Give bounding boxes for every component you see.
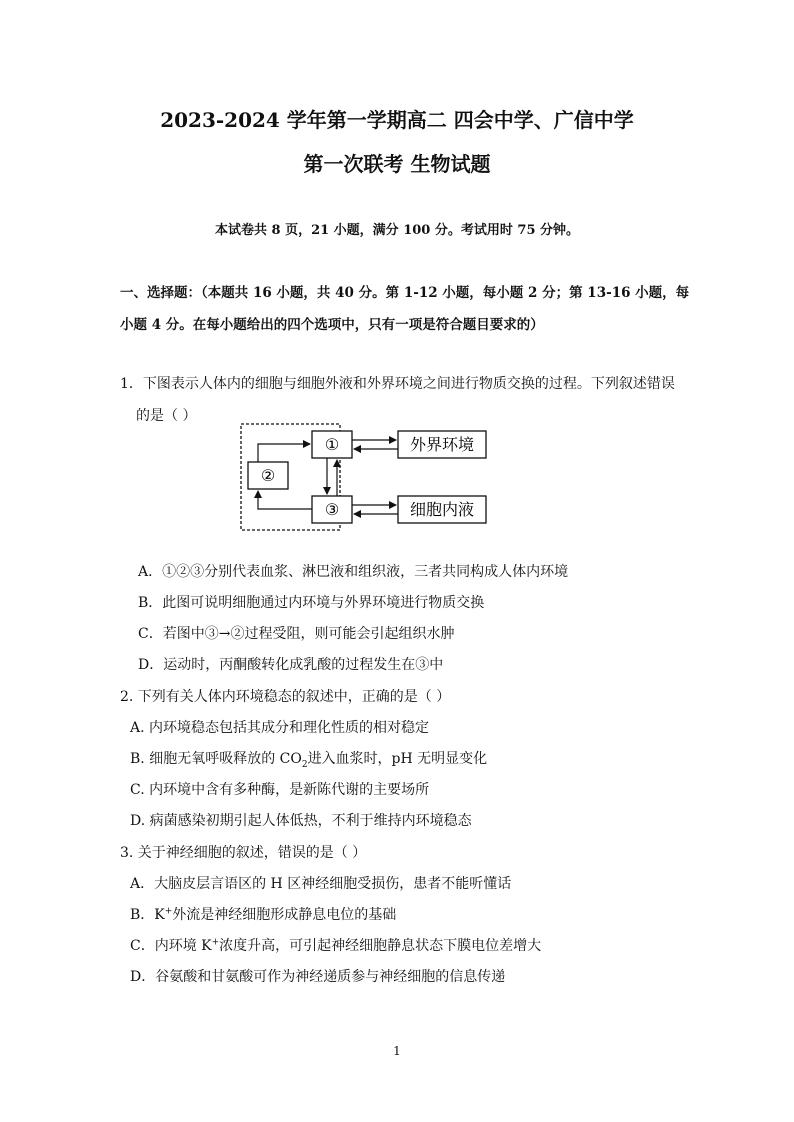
q2-option-a: A. 内环境稳态包括其成分和理化性质的相对稳定: [130, 720, 430, 736]
q1-option-a: A．①②③分别代表血浆、淋巴液和组织液，三者共同构成人体内环境: [138, 564, 569, 580]
q3-stem: 3. 关于神经细胞的叙述，错误的是（ ）: [120, 845, 367, 861]
q1-stem-line1: 1．下图表示人体内的细胞与细胞外液和外界环境之间进行物质交换的过程。下列叙述错误: [120, 376, 675, 392]
q1-option-d: D．运动时，丙酮酸转化成乳酸的过程发生在③中: [138, 657, 444, 673]
arrow-2-to-1: [258, 444, 310, 462]
node-3-label: ③: [324, 500, 340, 519]
q3-option-c-superscript: +: [211, 937, 220, 948]
exam-info: 本试卷共 8 页，21 小题，满分 100 分。考试用时 75 分钟。: [214, 223, 580, 238]
intracellular-fluid-label: 细胞内液: [409, 500, 475, 519]
q3-option-c: [130, 935, 541, 955]
page-number: 1: [393, 1044, 401, 1058]
q2-option-b: [130, 748, 487, 770]
q3-option-a: A．大脑皮层言语区的 H 区神经细胞受损伤，患者不能听懂话: [130, 876, 512, 892]
section-heading-line1: 一、选择题：（本题共 16 小题，共 40 分。第 1-12 小题，每小题 2 分；第 13-16 小题，每: [120, 285, 690, 301]
exam-title-line1: 2023-2024 学年第一学期高二 四会中学、广信中学: [160, 108, 634, 132]
q3-option-b-prefix: B．K: [130, 907, 165, 923]
q2-option-b-prefix: B. 细胞无氧呼吸释放的 CO: [130, 751, 302, 767]
exam-title-line2: 第一次联考 生物试题: [303, 152, 491, 176]
external-environment-label: 外界环境: [409, 435, 475, 454]
q2-option-b-suffix: 进入血浆时，pH 无明显变化: [307, 751, 488, 767]
node-1-label: ①: [324, 435, 340, 454]
arrow-3-to-2: [258, 491, 312, 509]
q1-diagram: [236, 420, 492, 536]
q3-option-b-superscript: +: [164, 906, 173, 917]
q2-stem: 2. 下列有关人体内环境稳态的叙述中，正确的是（ ）: [120, 689, 451, 705]
q3-option-c-suffix: 浓度升高，可引起神经细胞静息状态下膜电位差增大: [219, 938, 542, 954]
q2-option-b-subscript: 2: [301, 759, 308, 770]
q3-option-c-prefix: C．内环境 K: [130, 938, 212, 954]
q2-option-c: C. 内环境中含有多种酶，是新陈代谢的主要场所: [130, 782, 430, 798]
q3-option-d: D．谷氨酸和甘氨酸可作为神经递质参与神经细胞的信息传递: [130, 969, 506, 985]
node-2-label: ②: [260, 466, 276, 485]
q1-option-b: B．此图可说明细胞通过内环境与外界环境进行物质交换: [138, 595, 485, 611]
q1-option-c: C．若图中③→②过程受阻，则可能会引起组织水肿: [138, 626, 455, 642]
q3-option-b: [130, 904, 396, 924]
q3-option-b-suffix: 外流是神经细胞形成静息电位的基础: [172, 907, 397, 923]
q2-option-d: D. 病菌感染初期引起人体低热，不利于维持内环境稳态: [130, 813, 472, 829]
section-heading-line2: 小题 4 分。在每小题给出的四个选项中，只有一项是符合题目要求的）: [120, 317, 544, 333]
q1-stem-line2: 的是（ ）: [136, 408, 197, 424]
